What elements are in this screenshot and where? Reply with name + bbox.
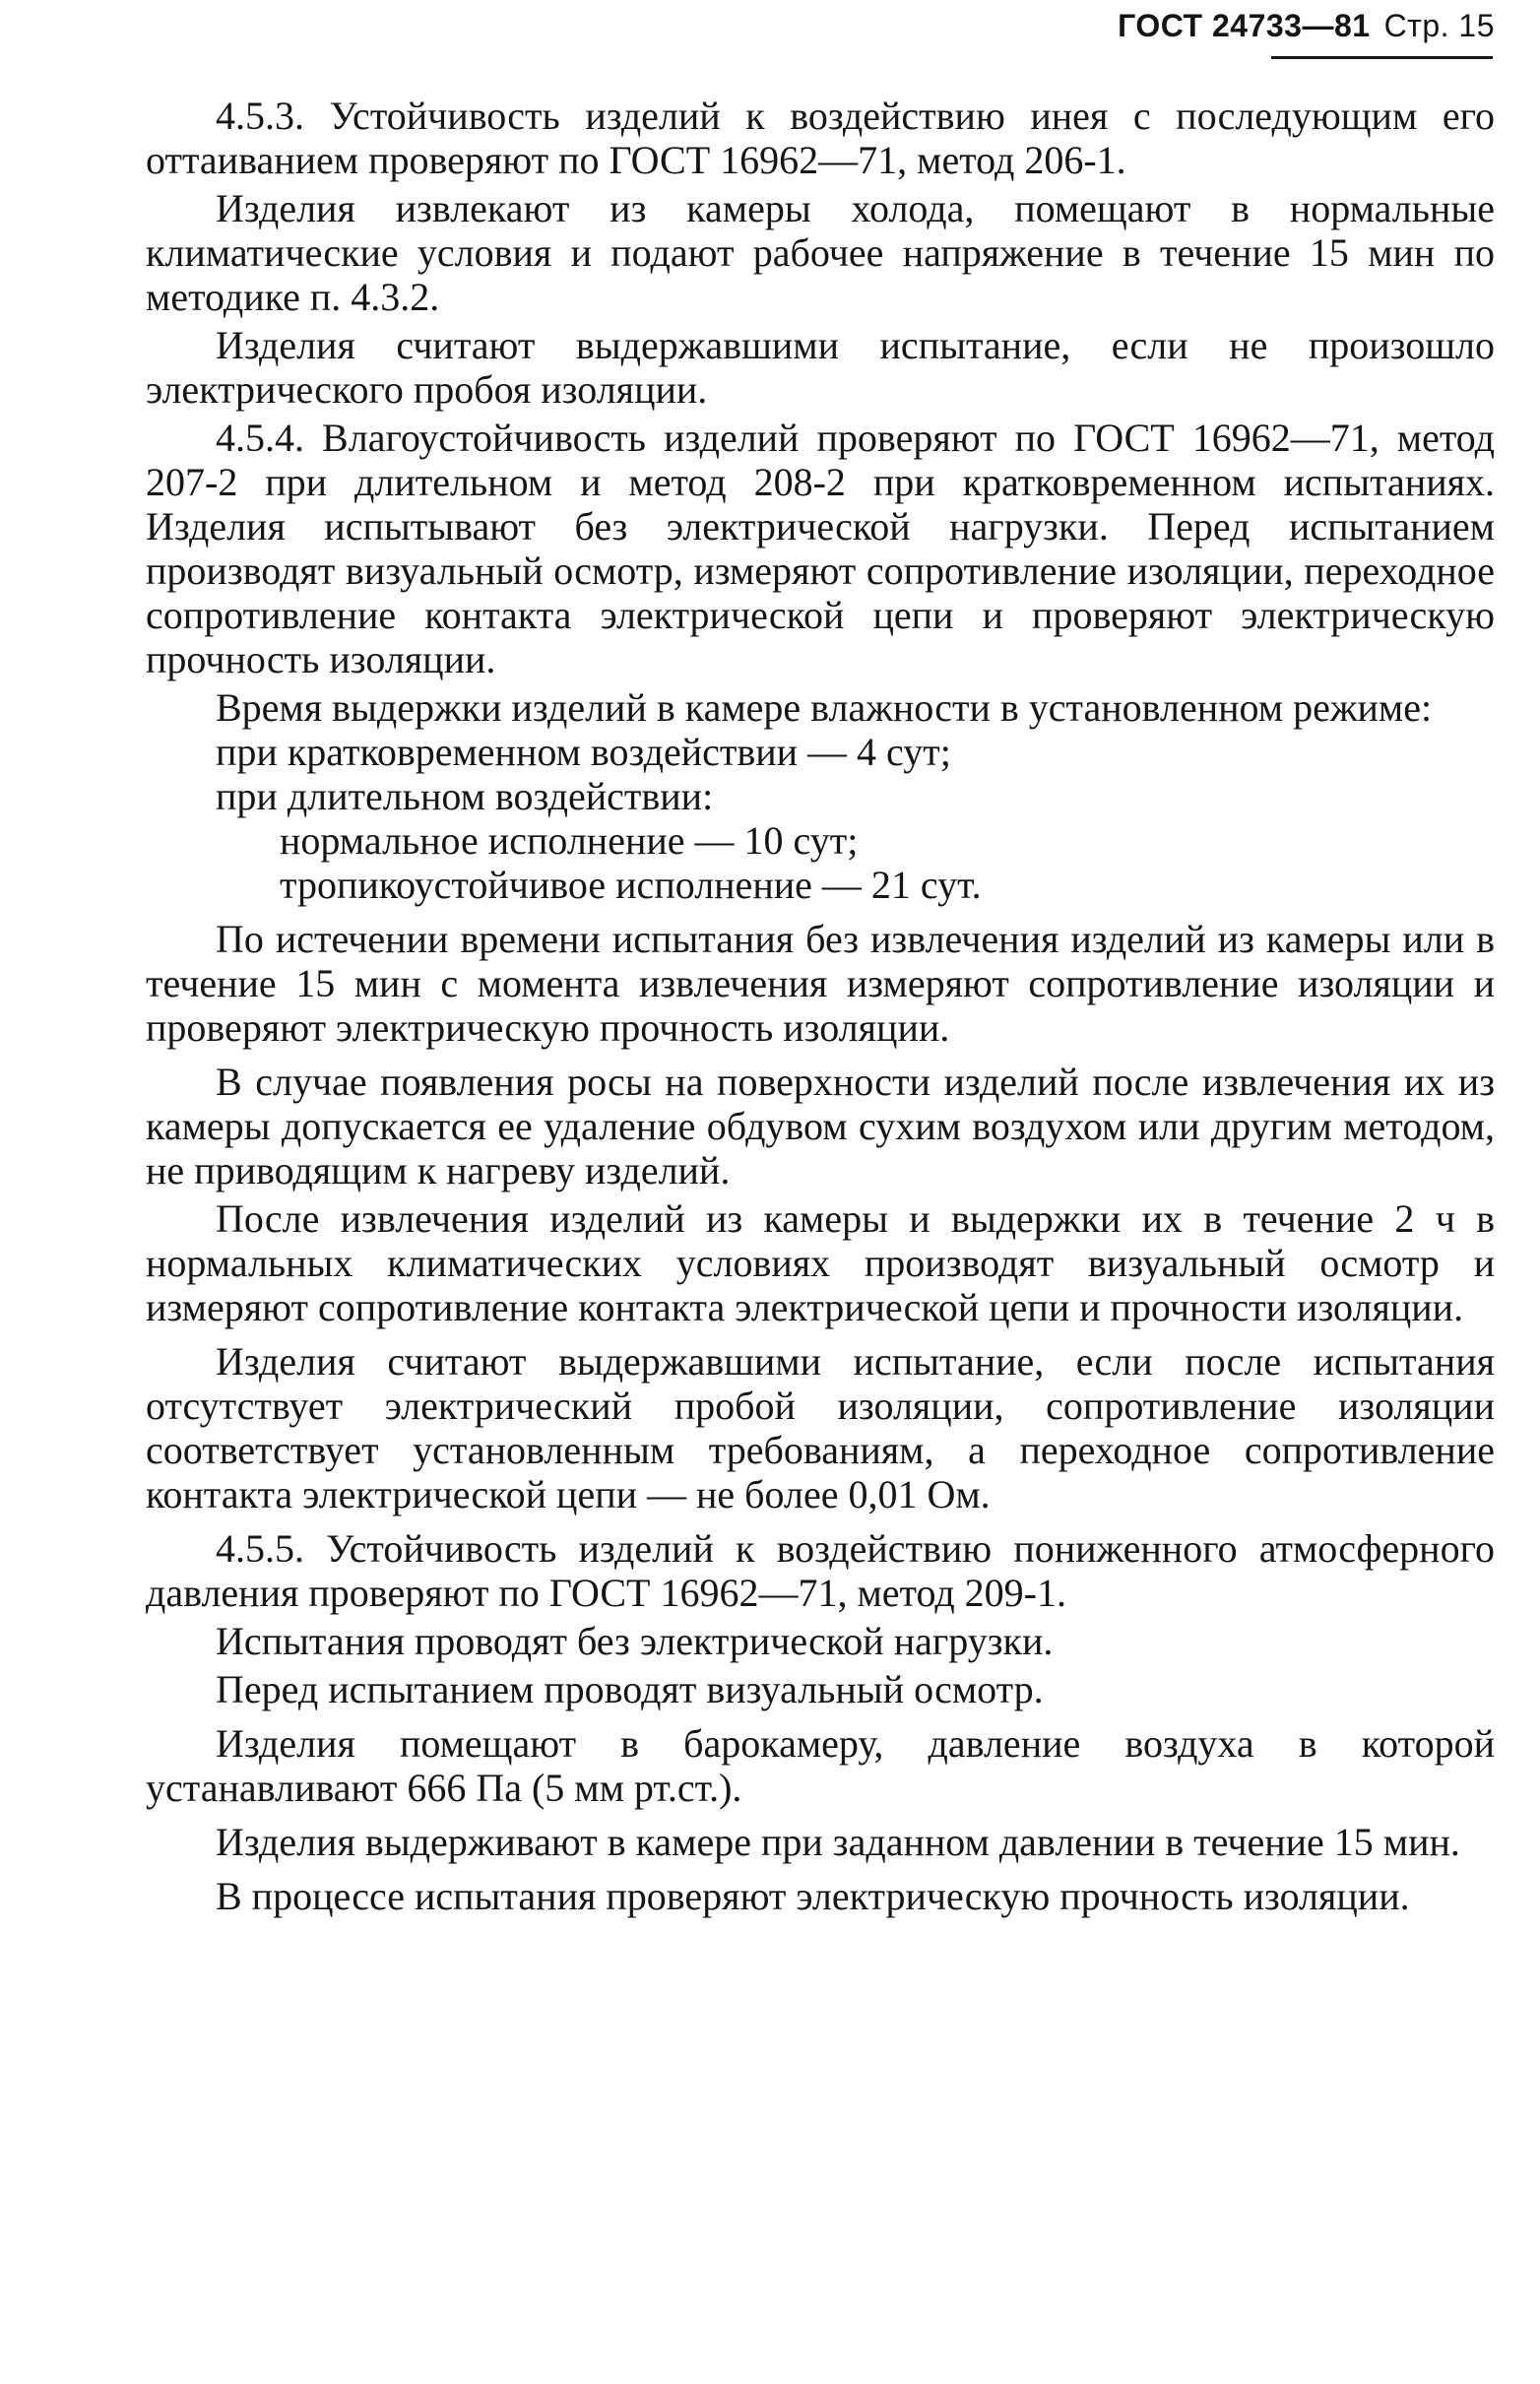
paragraph-4-5-3: 4.5.3. Устойчивость изделий к воздействию инея с последующим его оттаиванием проверяют по ГОСТ 16962—71, метод 206-1.	[146, 94, 1495, 182]
list-subitem: нормальное исполнение — 10 сут;	[280, 818, 859, 863]
paragraph: Изделия извлекают из камеры холода, помещают в нормальные климатические условия и подают рабочее напряжение в течение 15 мин по методике п. 4.3.2.	[146, 186, 1495, 319]
list-subitem: тропикоустойчивое исполнение — 21 сут.	[280, 863, 982, 907]
paragraph: Перед испытанием проводят визуальный осмотр.	[216, 1667, 1044, 1711]
paragraph-4-5-5: 4.5.5. Устойчивость изделий к воздействию пониженного атмосферного давления проверяют по ГОСТ 16962—71, метод 209-1.	[146, 1526, 1495, 1615]
body-text	[146, 94, 1495, 1918]
list-item: при кратковременном воздействии — 4 сут;	[216, 730, 951, 774]
header-rule	[1271, 56, 1493, 59]
paragraph: По истечении времени испытания без извлечения изделий из камеры или в течение 15 мин с момента извлечения измеряют сопротивление изоляции и проверяют электрическую прочность изоляции.	[146, 917, 1495, 1050]
paragraph: Испытания проводят без электрической нагрузки.	[216, 1619, 1054, 1663]
paragraph: Изделия выдерживают в камере при заданном давлении в течение 15 мин.	[216, 1820, 1460, 1864]
header-standard: ГОСТ 24733—81	[1118, 8, 1371, 43]
paragraph: Изделия считают выдержавшими испытание, если не произошло электрического пробоя изоляции.	[146, 323, 1495, 412]
paragraph: В процессе испытания проверяют электрическую прочность изоляции.	[216, 1874, 1410, 1918]
paragraph: В случае появления росы на поверхности изделий после извлечения их из камеры допускается ее удаление обдувом сухим воздухом или другим методом, не приводящим к нагреву изделий.	[146, 1060, 1495, 1192]
header-page-number: Стр. 15	[1383, 8, 1495, 43]
paragraph: Изделия считают выдержавшими испытание, если после испытания отсутствует электрический пробой изоляции, сопротивление изоляции соответствует установленным требованиям, а переходное сопротивление контакта электрической цепи — не более 0,01 Ом.	[146, 1339, 1495, 1516]
paragraph-4-5-4: 4.5.4. Влагоустойчивость изделий проверяют по ГОСТ 16962—71, метод 207-2 при длительном и метод 208-2 при кратковременном испытаниях. Изделия испытывают без электрической нагрузки. Перед испытанием производят визуальный осмотр, измеряют сопротивление изоляции, переходное сопротивление контакта электрической цепи и проверяют электрическую прочность изоляции.	[146, 416, 1495, 681]
paragraph: Время выдержки изделий в камере влажности в установленном режиме:	[216, 685, 1433, 730]
paragraph: После извлечения изделий из камеры и выдержки их в течение 2 ч в нормальных климатических условиях производят визуальный осмотр и измеряют сопротивление контакта электрической цепи и прочности изоляции.	[146, 1196, 1495, 1329]
paragraph: Изделия помещают в барокамеру, давление воздуха в которой устанавливают 666 Па (5 мм рт.ст.).	[146, 1721, 1495, 1810]
list-item: при длительном воздействии:	[216, 774, 714, 818]
running-header	[1118, 8, 1495, 44]
